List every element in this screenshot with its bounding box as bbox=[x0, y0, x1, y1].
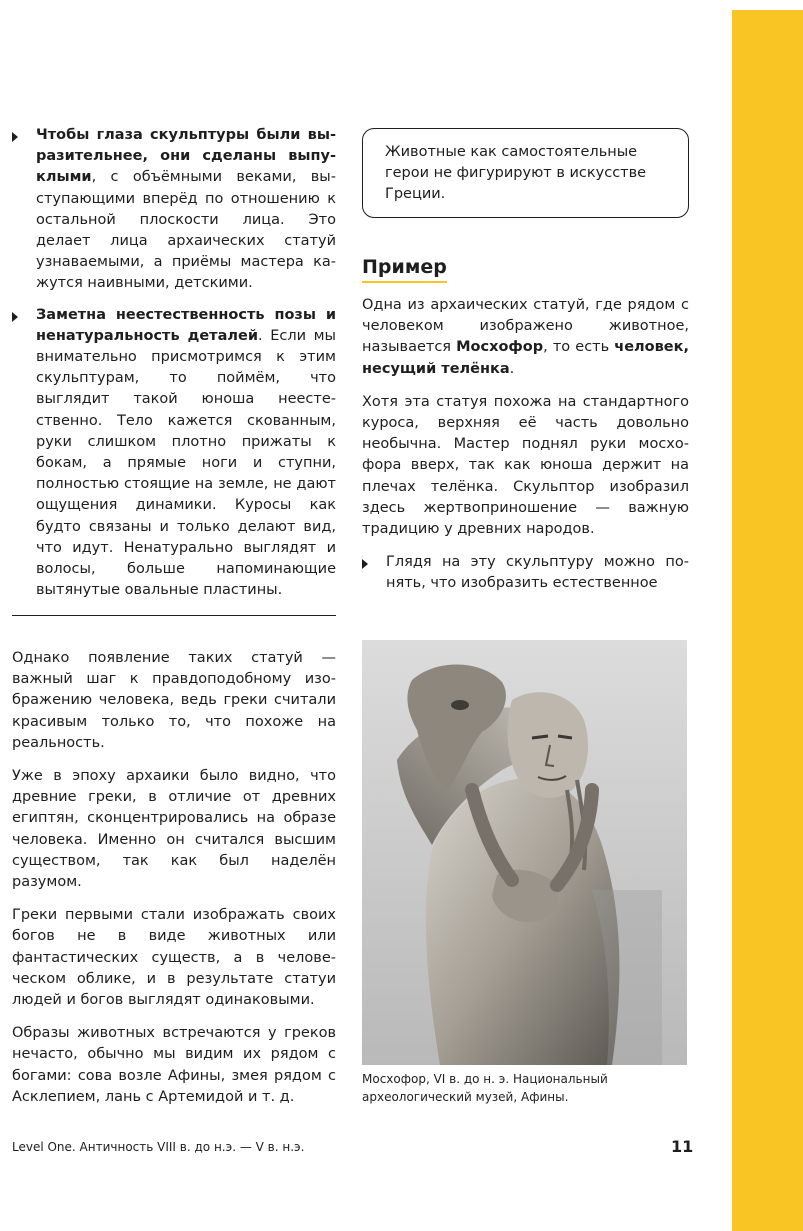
bullet-item bbox=[362, 552, 689, 594]
note-box: Животные как самостоятельные герои не фигурируют в искусстве Греции. bbox=[362, 128, 689, 218]
right-column bbox=[362, 128, 689, 595]
body-paragraph: Греки первыми стали изображать своих богов не в виде животных или фантастических существ, а в человеческом облике, и в результате статуи людей и богов выглядят одинаковыми. bbox=[12, 907, 336, 1009]
photo-caption: Мосхофор, VI в. до н. э. Национальный археологический музей, Афины. bbox=[362, 1072, 608, 1104]
triangle-bullet-icon bbox=[12, 312, 18, 322]
example-heading: Пример bbox=[362, 256, 447, 283]
body-paragraph: Образы животных встречаются у греков нечасто, обычно мы видим их рядом с богами: сова возле Афины, змея рядом с Асклепием, лань с Артемидой и т. д. bbox=[12, 1025, 336, 1105]
section-divider bbox=[12, 615, 336, 616]
triangle-bullet-icon bbox=[362, 559, 368, 569]
yellow-margin-band bbox=[732, 10, 803, 1231]
bullet-text: Глядя на эту скульптуру можно понять, что изобразить естественное bbox=[386, 554, 689, 592]
example-paragraph bbox=[362, 295, 689, 380]
moschophoros-photo bbox=[362, 640, 687, 1065]
body-paragraph: Однако появление таких статуй — важный шаг к правдоподобному изображению человека, ведь греки считали красивым только то, что похоже на реальность. bbox=[12, 650, 336, 751]
left-column-paragraphs bbox=[12, 648, 336, 1120]
bullet-item bbox=[12, 305, 336, 602]
page-number: 11 bbox=[671, 1137, 694, 1156]
statue-image bbox=[362, 640, 687, 1065]
bullet-text: , с объёмными веками, выступающими вперёд по отношению к остальной плоскости лица. Это делает лица архаических статуй узнаваемыми, а приёмы мастера кажутся наивными, детскими. bbox=[36, 169, 336, 292]
example-text: , то есть bbox=[543, 339, 615, 356]
left-column-bullets bbox=[12, 125, 336, 616]
bullet-bold-text: Заметна неестественность позы и ненатуральность деталей bbox=[36, 306, 336, 344]
example-text: . bbox=[509, 360, 515, 377]
example-bold-moschophoros: Мосхофор bbox=[456, 339, 544, 356]
triangle-bullet-icon bbox=[12, 132, 18, 142]
bullet-text: . Если мы внимательно присмотримся к этим скульптурам, то поймём, что выглядит такой юноша неестественно. Тело кажется скованным, руки слишком плотно прижаты к бокам, а прямые ноги и ступни, полностью стоящие на земле, не дают ощущения динамики. Куросы как будто связаны и только делают вид, что идут. Ненатурально выглядят и волосы, больше напоминающие вытянутые овальные пластины. bbox=[36, 327, 336, 599]
example-paragraph: Хотя эта статуя похожа на стандартного куроса, верхняя её часть довольно необычна. Мастер поднял руки мосхофора вверх, так как юноша держит на плечах телёнка. Скульптор изобразил здесь жертвоприношение — важную традицию у древних народов. bbox=[362, 393, 689, 538]
example-bold-definition: человек, несущий телёнка bbox=[362, 339, 689, 377]
bullet-bold-text: Чтобы глаза скульптуры были выразительнее, они сделаны выпуклыми bbox=[36, 127, 336, 186]
running-footer: Level One. Античность VIII в. до н.э. — V в. н.э. bbox=[12, 1140, 305, 1154]
example-text: Одна из архаических статуй, где рядом с человеком изображено животное, называется bbox=[362, 297, 689, 356]
bullet-item bbox=[12, 125, 336, 295]
body-paragraph: Уже в эпоху архаики было видно, что древние греки, в отличие от древних египтян, сконцентрировались на образе человека. Именно он считался высшим существом, так как был наделён разумом. bbox=[12, 768, 336, 891]
